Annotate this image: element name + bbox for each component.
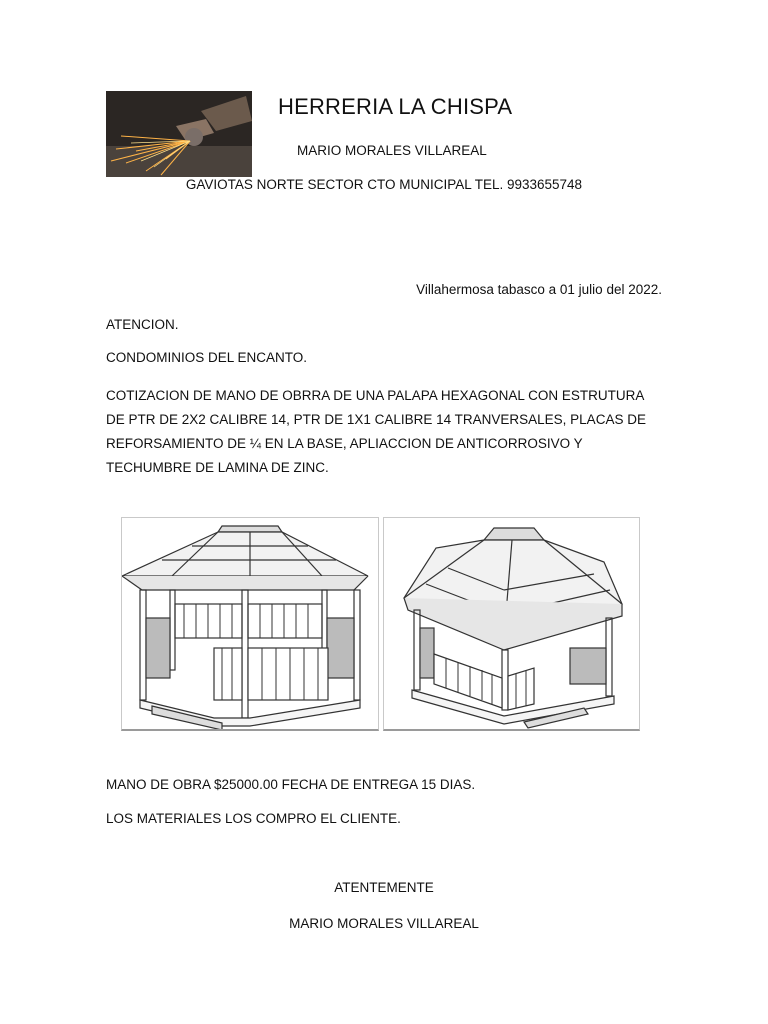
company-address: GAVIOTAS NORTE SECTOR CTO MUNICIPAL TEL. 9933655748 <box>185 177 583 192</box>
company-name: HERRERIA LA CHISPA <box>278 94 513 119</box>
recipient-name: CONDOMINIOS DEL ENCANTO. <box>106 350 308 365</box>
price-and-delivery: MANO DE OBRA $25000.00 FECHA DE ENTREGA 15 DIAS. <box>106 777 476 792</box>
welding-sparks-photo <box>106 91 252 177</box>
materials-note: LOS MATERIALES LOS COMPRO EL CLIENTE. <box>106 811 401 826</box>
letter-date: Villahermosa tabasco a 01 julio del 2022. <box>416 282 662 297</box>
gazebo-side-drawing <box>384 518 639 729</box>
grinder-sparks-icon <box>106 91 252 177</box>
owner-name: MARIO MORALES VILLAREAL <box>297 143 487 158</box>
gazebo-front-drawing <box>122 518 378 729</box>
quote-description: COTIZACION DE MANO DE OBRRA DE UNA PALAPA HEXAGONAL CON ESTRUTURA DE PTR DE 2X2 CALIBRE 14, PTR DE 1X1 CALIBRE 14 TRANVERSALES, PLACAS DE REFORSAMIENTO DE ¼ EN LA BASE, APLIACCION DE ANTICORROSIVO Y TECHUMBRE DE LAMINA DE ZINC. <box>106 388 646 475</box>
gazebo-side-view <box>383 517 640 731</box>
closing-salutation: ATENTEMENTE <box>334 880 434 895</box>
attention-line: ATENCION. <box>106 317 179 332</box>
gazebo-front-view <box>121 517 379 731</box>
signature-name: MARIO MORALES VILLAREAL <box>289 916 479 931</box>
